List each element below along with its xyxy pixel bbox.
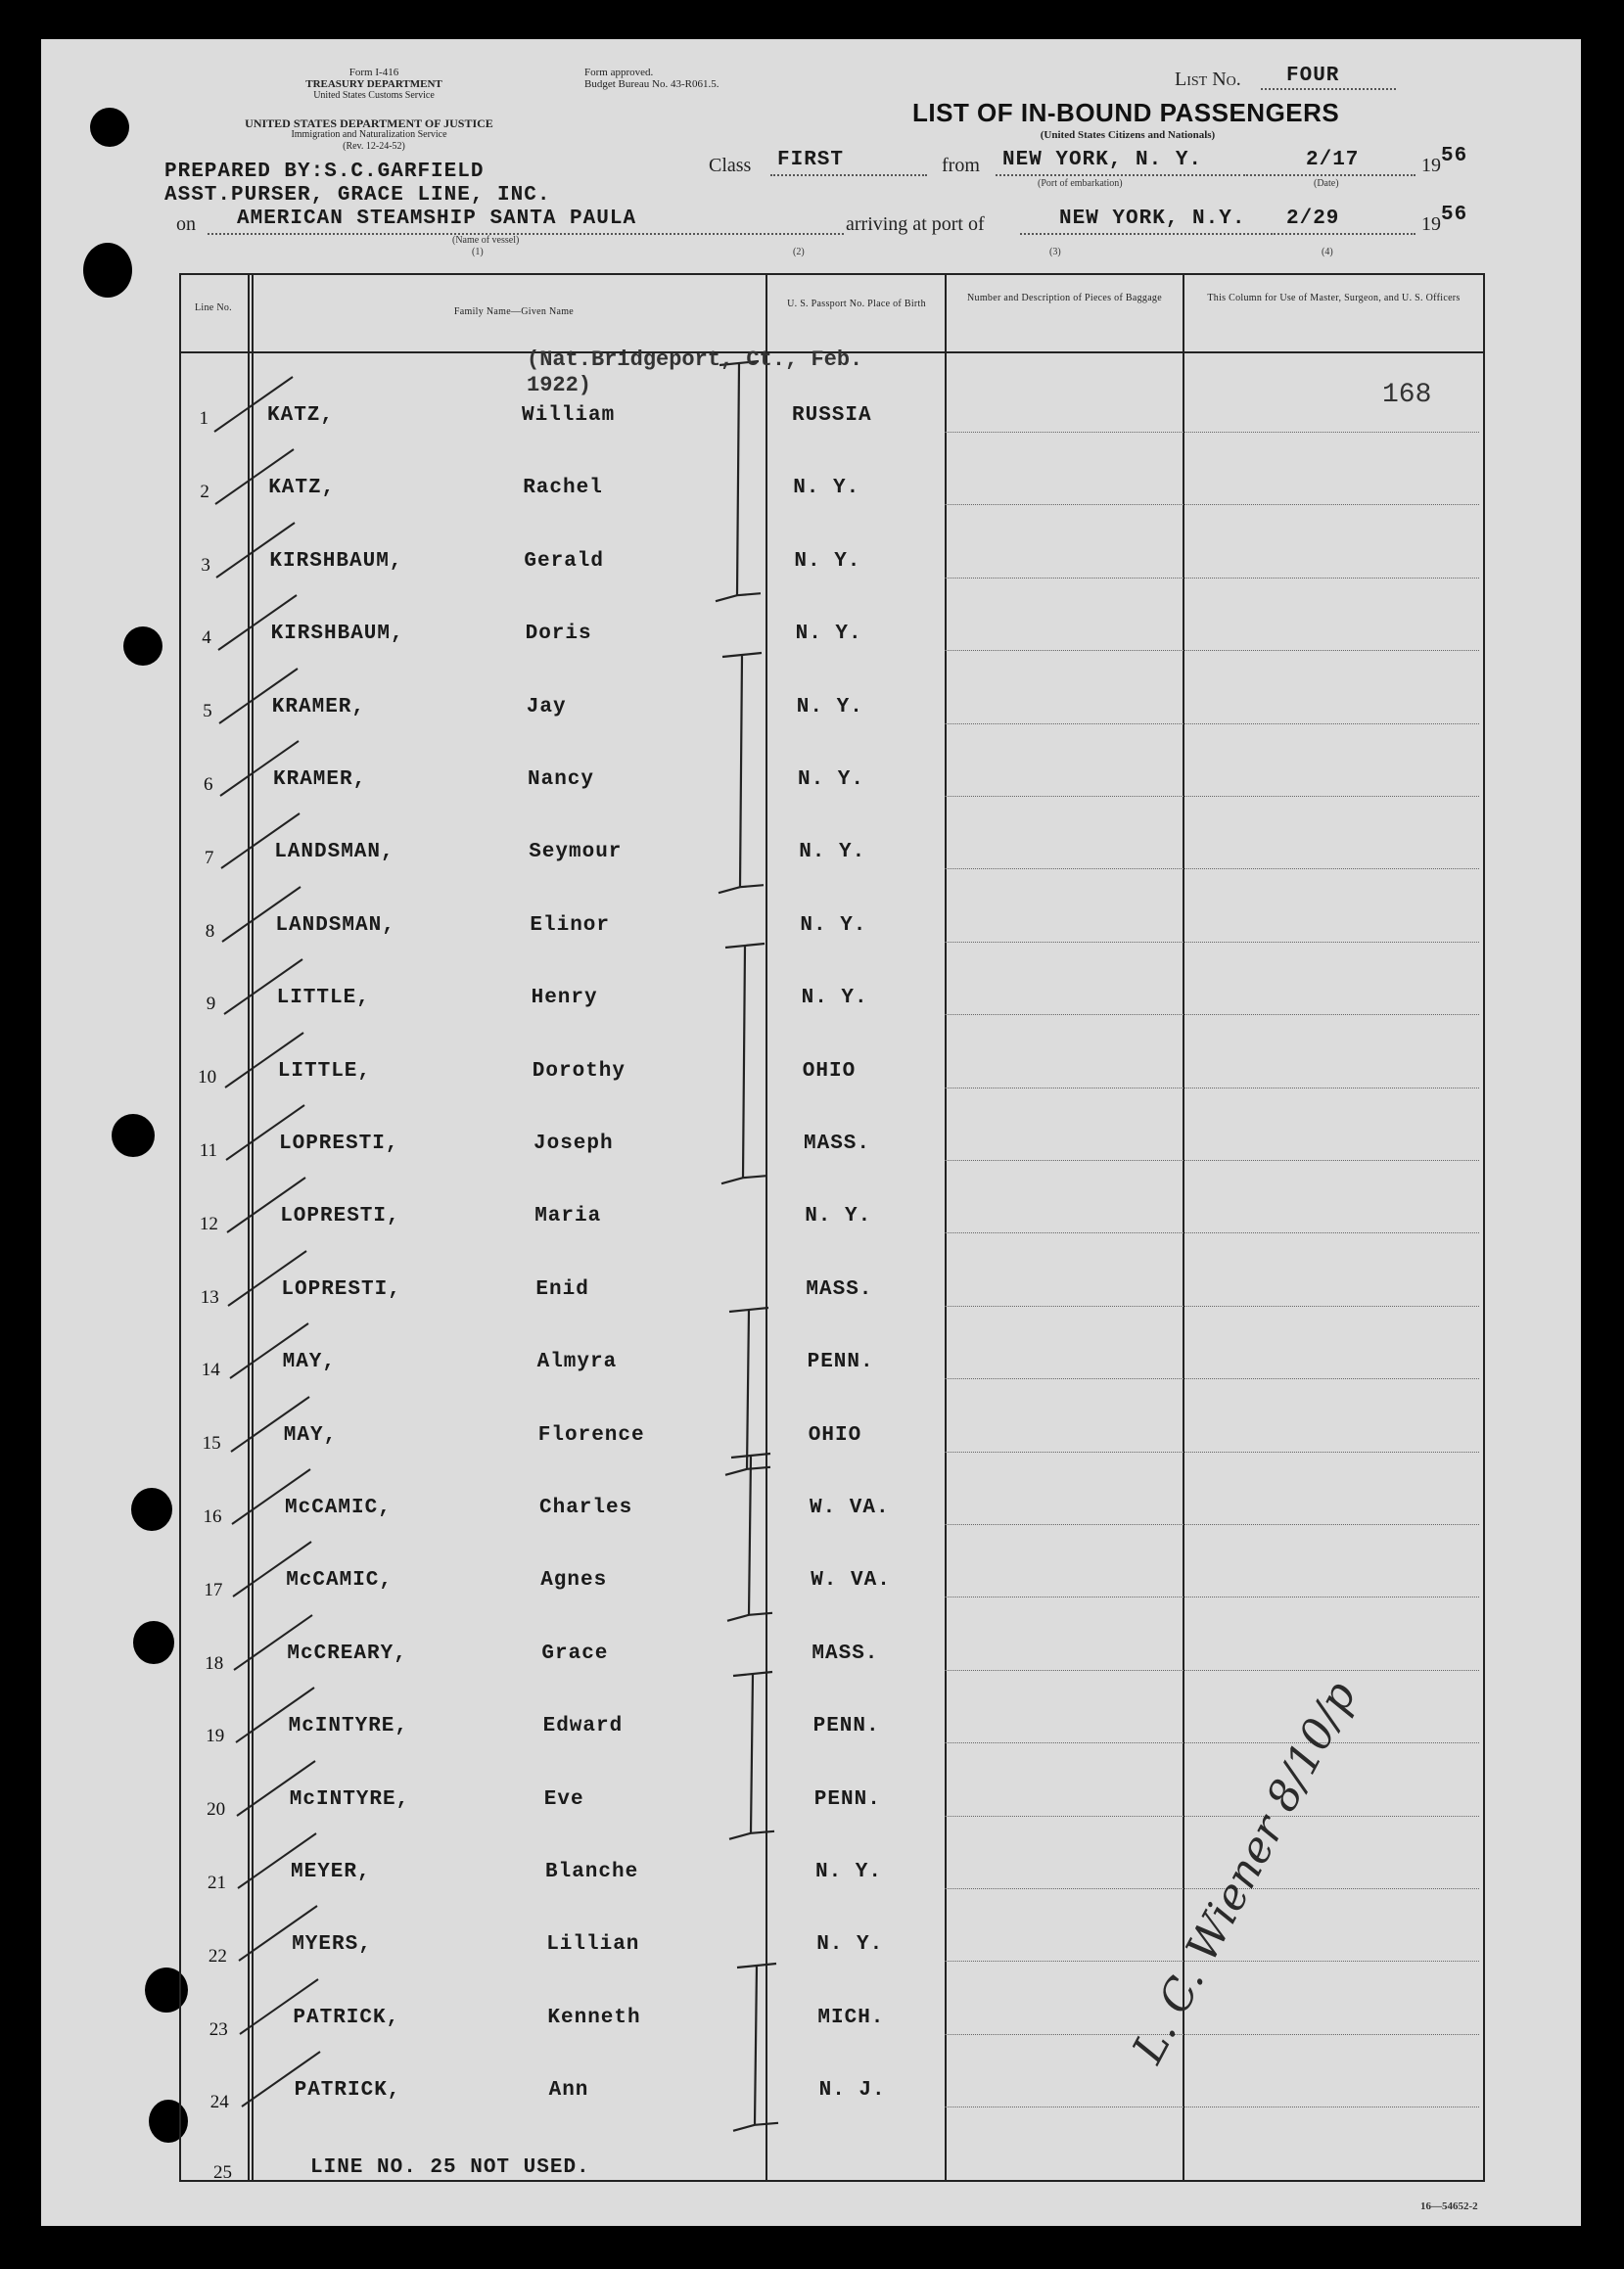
line-number: 1 (199, 408, 209, 429)
family-name: MAY, (282, 1351, 337, 1374)
table-row (181, 1497, 1483, 1527)
given-name: Grace (541, 1642, 609, 1665)
family-name: KRAMER, (271, 695, 366, 718)
check-mark (217, 806, 305, 874)
place-of-birth: N. Y. (815, 1861, 883, 1883)
family-name: LOPRESTI, (279, 1133, 399, 1155)
punch-hole (123, 626, 162, 666)
line-number: 16 (203, 1506, 222, 1527)
from-label: from (942, 155, 980, 176)
given-name: Charles (539, 1497, 633, 1519)
form-revision: (Rev. 12-24-52) (343, 141, 405, 152)
class-value: FIRST (777, 149, 845, 171)
vessel-name: AMERICAN STEAMSHIP SANTA PAULA (237, 208, 637, 230)
family-name: McINTYRE, (288, 1715, 409, 1738)
place-of-birth: MICH. (817, 2006, 885, 2029)
place-of-birth: N. Y. (798, 768, 865, 791)
place-of-birth: N. Y. (816, 1933, 884, 1957)
port-caption: (Port of embarkation) (1038, 178, 1123, 189)
place-of-birth: W. VA. (810, 1497, 890, 1519)
family-name: LITTLE, (277, 1059, 372, 1083)
check-mark (222, 1097, 310, 1166)
given-name: Blanche (545, 1861, 639, 1883)
check-mark (232, 1680, 320, 1748)
class-label: Class (709, 155, 752, 176)
family-name: LANDSMAN, (275, 913, 395, 937)
vessel-caption: (Name of vessel) (452, 235, 520, 246)
line-number: 3 (201, 554, 210, 576)
table-row (181, 1715, 1483, 1747)
table-row (181, 1351, 1483, 1381)
table-row (181, 1277, 1483, 1308)
check-mark (238, 2044, 326, 2112)
list-no-label: List No. (1175, 69, 1241, 90)
place-of-birth: PENN. (813, 1787, 881, 1811)
line-number: 7 (204, 847, 214, 868)
given-name: Gerald (524, 549, 605, 573)
given-name: William (522, 404, 616, 427)
check-mark (236, 1971, 324, 2040)
col-line-no: Line No. (195, 302, 232, 313)
caption-2: (2) (793, 247, 805, 257)
line-number: 10 (198, 1067, 217, 1088)
check-mark (215, 661, 303, 729)
place-of-birth: N. Y. (794, 549, 861, 573)
vessel-caption-number: (1) (472, 247, 484, 257)
unused-line-note: LINE NO. 25 NOT USED. (310, 2155, 590, 2179)
check-mark (218, 879, 306, 948)
family-name: LANDSMAN, (274, 841, 394, 864)
punch-hole (112, 1114, 155, 1157)
family-name: LITTLE, (276, 987, 370, 1010)
arrival-date: 2/29 (1286, 208, 1340, 230)
hand-check-bar (723, 1670, 782, 1845)
table-row (181, 1059, 1483, 1088)
check-mark (235, 1898, 323, 1967)
place-of-birth: MASS. (812, 1642, 879, 1665)
table-row (181, 768, 1483, 795)
table-row (181, 1423, 1483, 1455)
check-mark (226, 1316, 314, 1384)
given-name: Elinor (530, 913, 611, 937)
table-row (181, 477, 1483, 502)
check-mark (212, 515, 301, 583)
family-name: PATRICK, (293, 2006, 400, 2029)
place-of-birth: N. Y. (799, 841, 866, 864)
hand-check-bar (713, 651, 771, 899)
budget-bureau: Budget Bureau No. 43-R061.5. (584, 78, 719, 90)
given-name: Seymour (529, 841, 623, 864)
table-row (181, 695, 1483, 722)
line-number: 15 (202, 1433, 221, 1455)
place-of-birth: PENN. (812, 1715, 880, 1738)
table-row (181, 623, 1483, 649)
check-mark (229, 1534, 317, 1602)
check-mark (210, 369, 299, 438)
family-name: MAY, (283, 1423, 338, 1447)
check-mark (223, 1170, 311, 1238)
line-number: 14 (201, 1360, 220, 1381)
table-row (181, 987, 1483, 1015)
table-row (181, 404, 1483, 429)
place-of-birth: OHIO (808, 1423, 862, 1447)
given-name: Almyra (536, 1351, 618, 1374)
officer-number: 168 (1382, 380, 1432, 410)
family-name: McINTYRE, (289, 1787, 410, 1811)
col-name: Family Name—Given Name (453, 306, 575, 317)
given-name: Henry (531, 987, 598, 1010)
hand-check-bar (716, 942, 774, 1189)
given-name: Nancy (528, 768, 595, 791)
given-name: Enid (535, 1277, 589, 1301)
family-name: KATZ, (268, 477, 336, 500)
family-name: KATZ, (267, 404, 335, 427)
place-of-birth: N. Y. (796, 695, 863, 718)
line-number: 24 (209, 2092, 229, 2113)
punch-hole (131, 1488, 172, 1531)
family-name: LOPRESTI, (281, 1277, 401, 1301)
check-mark (234, 1826, 322, 1894)
place-of-birth: MASS. (804, 1133, 871, 1155)
given-name: Rachel (523, 477, 603, 500)
line-number: 4 (202, 627, 211, 649)
place-of-birth: PENN. (807, 1351, 874, 1374)
line-number: 19 (206, 1726, 225, 1747)
family-name: McCREARY, (287, 1642, 407, 1665)
place-of-birth: N. Y. (793, 477, 860, 500)
hand-check-bar (727, 1962, 786, 2137)
arrival-year-prefix: 19 (1421, 213, 1441, 235)
place-of-birth: MASS. (806, 1277, 873, 1301)
from-port: NEW YORK, N. Y. (1002, 149, 1203, 171)
from-year-prefix: 19 (1421, 155, 1441, 176)
line-number: 18 (205, 1652, 224, 1674)
family-name: MEYER, (291, 1861, 371, 1883)
place-of-birth: W. VA. (811, 1569, 891, 1593)
family-name: LOPRESTI, (280, 1205, 400, 1228)
given-name: Edward (542, 1715, 624, 1738)
hand-check-bar (721, 1452, 780, 1627)
line-number: 21 (208, 1873, 226, 1893)
ins-service: Immigration and Naturalization Service (291, 129, 447, 140)
given-name: Dorothy (532, 1059, 626, 1083)
table-row (181, 1569, 1483, 1600)
place-of-birth: OHIO (802, 1059, 857, 1083)
table-row-unused (181, 2155, 1483, 2183)
line-number: 25 (213, 2161, 232, 2183)
check-mark (216, 733, 304, 802)
family-name: KRAMER, (273, 768, 367, 791)
table-row (181, 1205, 1483, 1234)
given-name: Lillian (546, 1933, 640, 1957)
line-number: 22 (208, 1945, 227, 1967)
given-name: Florence (537, 1423, 645, 1447)
place-of-birth: N. J. (818, 2079, 886, 2103)
check-mark (230, 1607, 318, 1676)
family-name: KIRSHBAUM, (269, 549, 403, 573)
line-number: 20 (207, 1799, 226, 1821)
signature (1077, 1673, 1367, 2095)
given-name: Kenneth (547, 2006, 641, 2029)
family-name: PATRICK, (294, 2079, 401, 2103)
given-name: Joseph (534, 1133, 614, 1155)
place-of-birth: N. Y. (805, 1205, 872, 1228)
line-number: 2 (200, 481, 209, 502)
list-no-value: FOUR (1286, 65, 1340, 87)
line-number: 6 (204, 774, 213, 795)
line-number: 12 (199, 1213, 218, 1234)
line-number: 8 (205, 920, 215, 942)
from-date: 2/17 (1306, 149, 1360, 171)
given-name: Eve (543, 1787, 584, 1811)
table-row (181, 841, 1483, 868)
place-of-birth: N. Y. (800, 913, 867, 937)
given-name: Agnes (540, 1569, 608, 1593)
customs-service: United States Customs Service (313, 90, 435, 101)
arrival-year: 56 (1441, 204, 1468, 226)
check-mark (214, 587, 302, 656)
on-label: on (176, 213, 196, 235)
purser: ASST.PURSER, GRACE LINE, INC. (164, 184, 551, 207)
line-number: 23 (209, 2018, 228, 2040)
table-row (181, 549, 1483, 576)
form-number: Form I-416 (348, 67, 399, 78)
family-name: McCAMIC, (285, 1497, 392, 1519)
col-baggage: Number and Description of Pieces of Baggage (967, 293, 1162, 303)
treasury-dept: TREASURY DEPARTMENT (305, 78, 442, 90)
check-mark (233, 1753, 321, 1822)
family-name: McCAMIC, (286, 1569, 394, 1593)
given-name: Ann (548, 2079, 589, 2103)
given-name: Maria (534, 1205, 602, 1228)
form-title: LIST OF IN-BOUND PASSENGERS (912, 98, 1340, 127)
table-row (181, 1642, 1483, 1674)
justice-dept: UNITED STATES DEPARTMENT OF JUSTICE (245, 116, 493, 130)
check-mark (220, 951, 308, 1020)
line-number: 9 (206, 994, 216, 1015)
line-number: 5 (203, 701, 212, 722)
form-subtitle: (United States Citizens and Nationals) (1040, 129, 1216, 141)
date-caption: (Date) (1314, 178, 1339, 189)
check-mark (211, 441, 300, 510)
check-mark (224, 1243, 312, 1312)
place-of-birth: N. Y. (795, 623, 862, 646)
caption-4: (4) (1322, 247, 1333, 257)
given-name: Doris (525, 623, 592, 646)
naturalization-note: (Nat.Bridgeport, Ct., Feb. 1922) (527, 347, 863, 397)
punch-hole (133, 1621, 174, 1664)
col-officers: This Column for Use of Master, Surgeon, and U. S. Officers (1207, 293, 1461, 303)
prepared-by: PREPARED BY:S.C.GARFIELD (164, 161, 485, 183)
place-of-birth: N. Y. (801, 987, 868, 1010)
arriving-label: arriving at port of (846, 213, 985, 235)
check-mark (221, 1025, 309, 1093)
punch-hole (90, 108, 129, 147)
from-year: 56 (1441, 145, 1468, 167)
line-number: 13 (200, 1286, 219, 1308)
given-name: Jay (526, 695, 567, 718)
line-number: 11 (199, 1140, 217, 1161)
check-mark (228, 1461, 316, 1530)
caption-3: (3) (1049, 247, 1061, 257)
check-mark (227, 1389, 315, 1458)
family-name: KIRSHBAUM, (270, 623, 404, 646)
signature-text: L. C. Wiener 8/10/p (1123, 1673, 1367, 2071)
form-approved: Form approved. (584, 67, 654, 78)
arrival-port: NEW YORK, N.Y. (1059, 208, 1246, 230)
table-row (181, 1133, 1483, 1161)
place-of-birth: RUSSIA (792, 404, 872, 427)
line-number: 17 (204, 1579, 223, 1600)
table-row (181, 913, 1483, 942)
col-passport: U. S. Passport No. Place of Birth (787, 299, 926, 309)
footer-code: 16—54652-2 (1420, 2200, 1478, 2212)
family-name: MYERS, (292, 1933, 372, 1957)
punch-hole (83, 243, 132, 298)
